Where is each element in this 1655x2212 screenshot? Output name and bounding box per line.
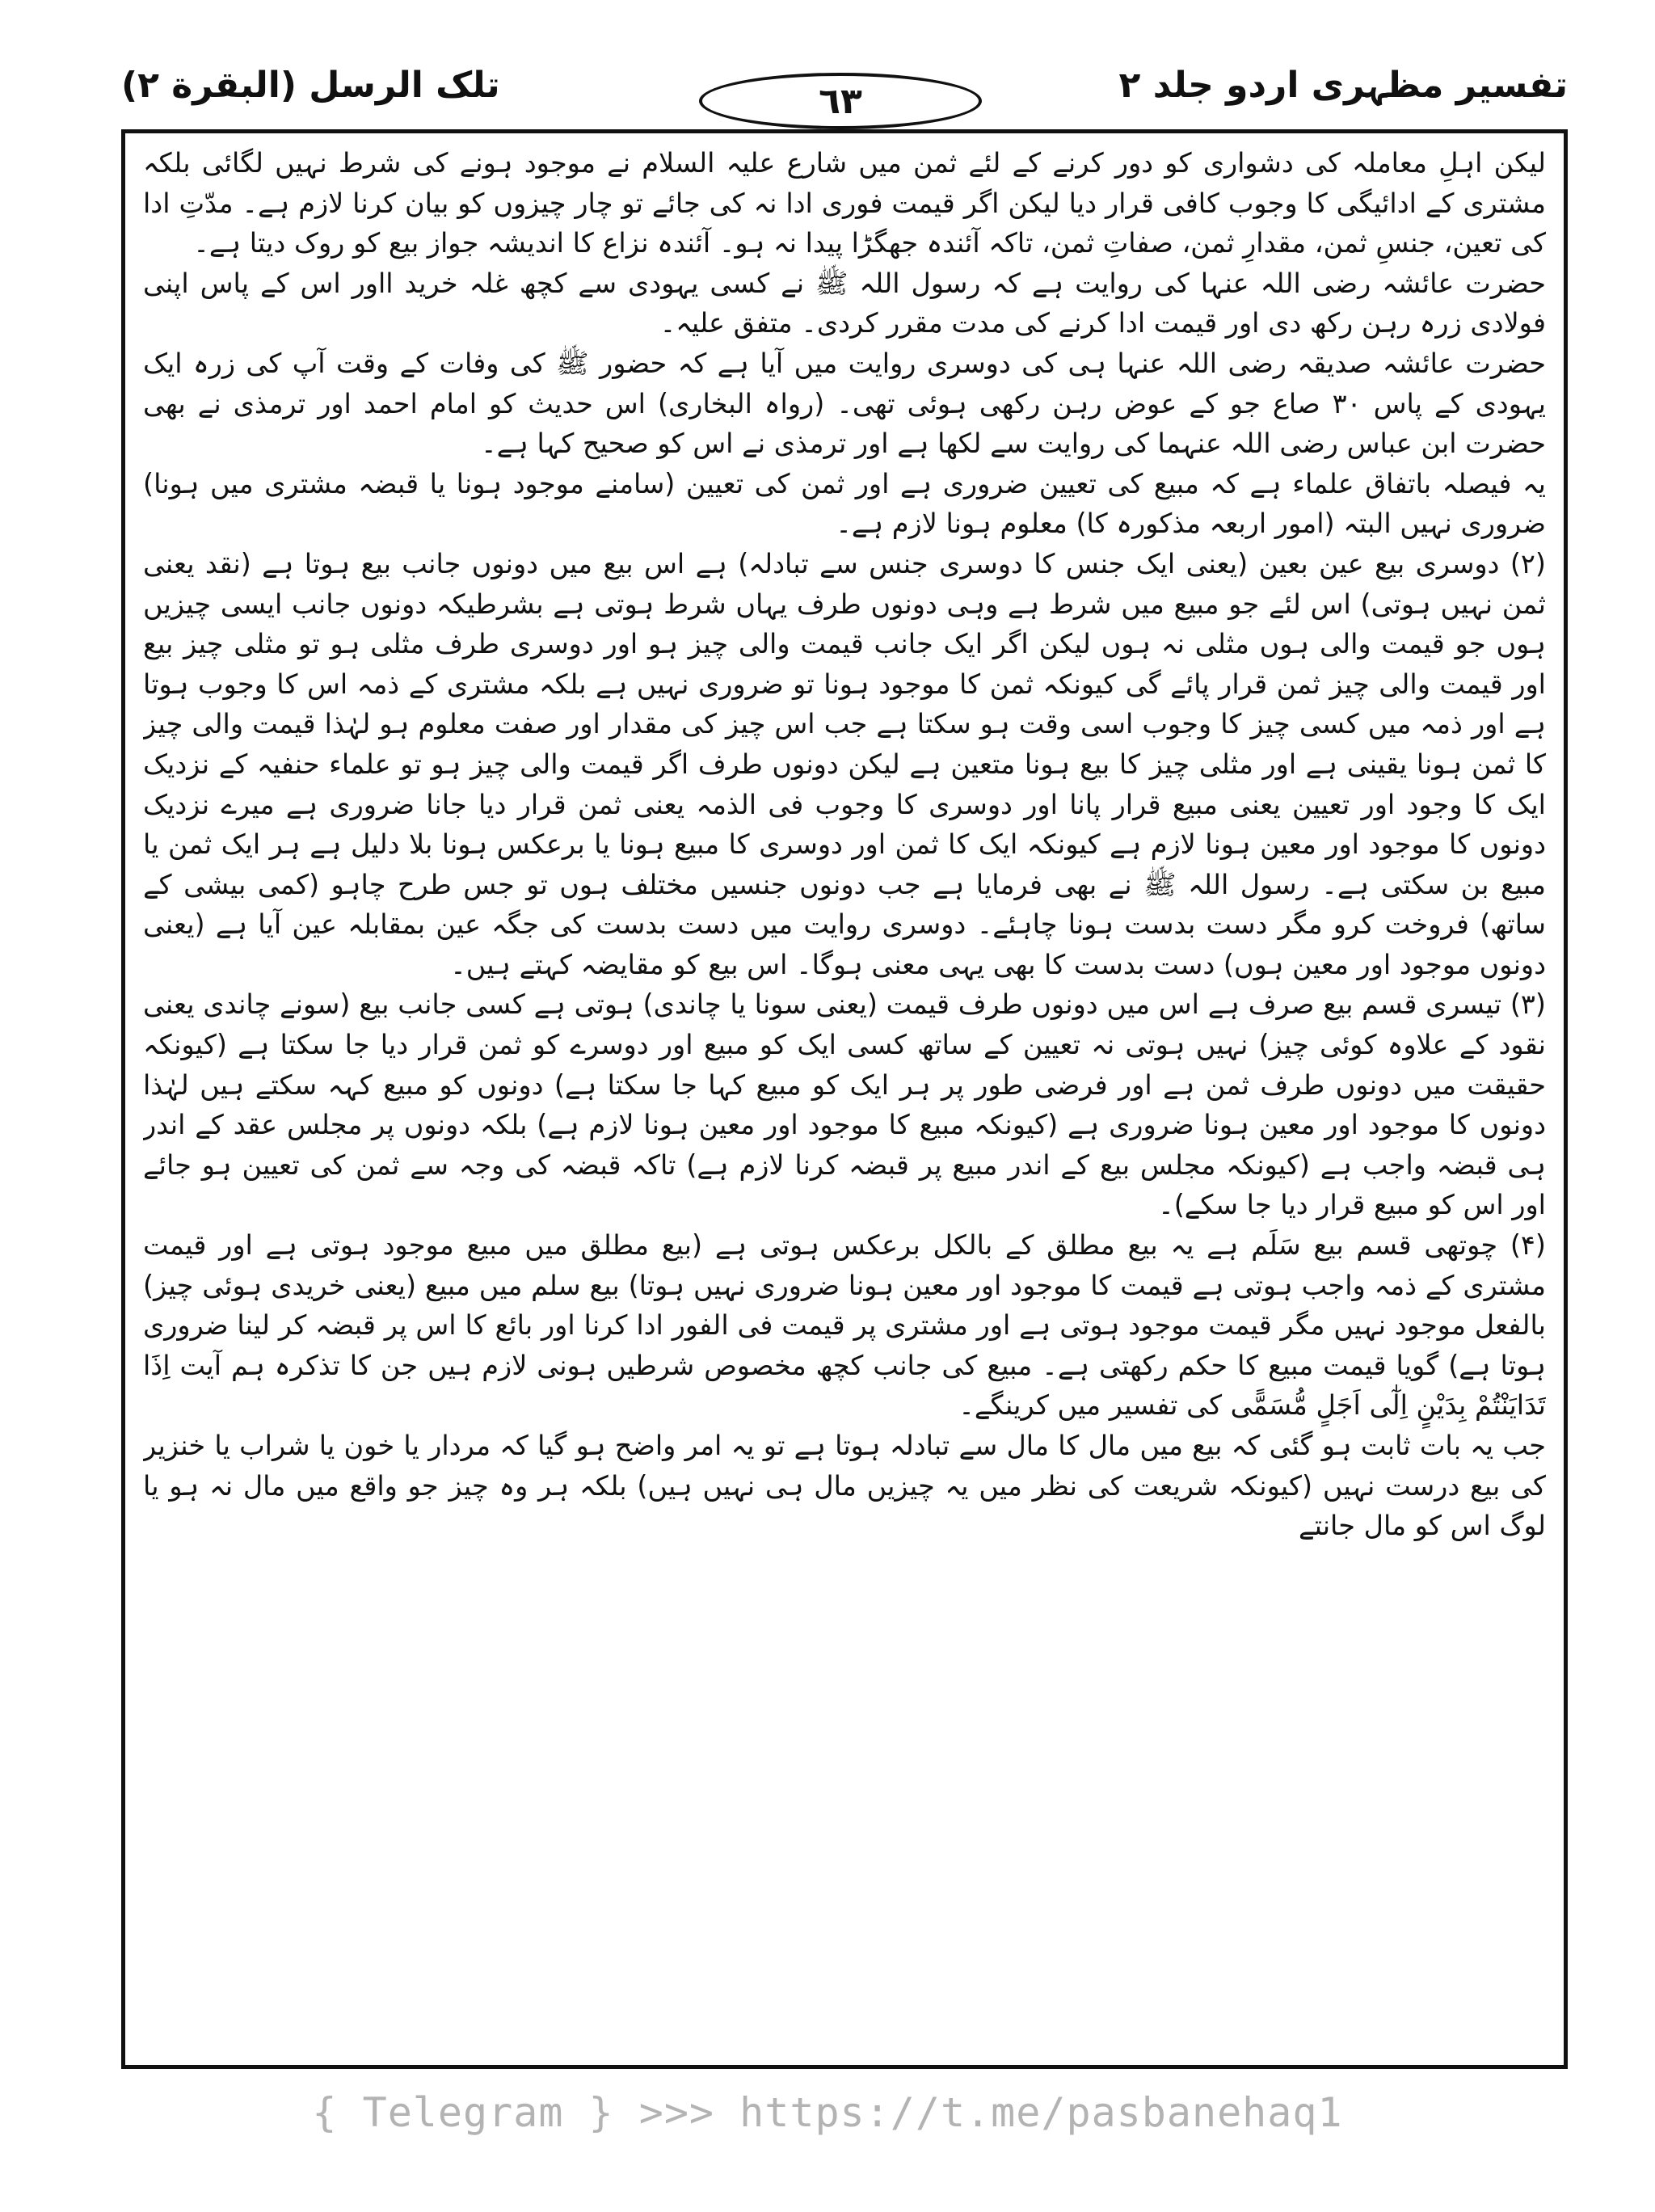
text-frame [121,129,1568,2069]
paragraph: یہ فیصلہ باتفاق علماء ہے کہ مبیع کی تعیین ضروری ہے اور ثمن کی تعیین (سامنے موجود ہونا یا قبضہ مشتری میں ہونا) ضروری نہیں البتہ (امور اربعہ مذکورہ کا) معلوم ہونا لازم ہے۔ [143,467,1546,540]
section-title: تلک الرسل (البقرة ۲) [121,65,500,106]
book-title: تفسیر مظہری اردو جلد ۲ [1118,65,1568,106]
body-text [143,143,1546,2058]
paragraph: (۳) تیسری قسم بیع صرف ہے اس میں دونوں طرف قیمت (یعنی سونا یا چاندی) ہوتی ہے کسی جانب بیع (سونے چاندی یعنی نقود کے علاوہ کوئی چیز) نہیں ہوتی نہ تعیین کے ساتھ کسی ایک کو مبیع اور دوسرے کو ثمن قرار دیا جا سکتا ہے (کیونکہ حقیقت میں دونوں طرف ثمن ہے اور فرضی طور پر ہر ایک کو مبیع کہا جا سکتا ہے) دونوں کو مبیع کہہ سکتے ہیں لہٰذا دونوں کا موجود اور معین ہونا ضروری ہے (کیونکہ مبیع کا موجود اور معین ہونا لازم ہے) بلکہ دونوں پر مجلس عقد کے اندر ہی قبضہ واجب ہے (کیونکہ مجلس بیع کے اندر مبیع پر قبضہ کرنا لازم ہے) تاکہ قبضہ کی وجہ سے ثمن کی تعیین ہو جائے اور اس کو مبیع قرار دیا جا سکے)۔ [143,988,1546,1221]
paragraph: حضرت عائشہ رضی اللہ عنہا کی روایت ہے کہ رسول اللہ ﷺ نے کسی یہودی سے کچھ غلہ خرید ااور اس کے پاس اپنی فولادی زرہ رہن رکھ دی اور قیمت ادا کرنے کی مدت مقرر کردی۔ متفق علیہ۔ [143,267,1546,339]
telegram-watermark: { Telegram } >>> https://t.me/pasbanehaq1 [312,2089,1343,2136]
paragraph: (۲) دوسری بیع عین بعین (یعنی ایک جنس کا دوسری جنس سے تبادلہ) ہے اس بیع میں دونوں جانب بیع ہوتا ہے (نقد یعنی ثمن نہیں ہوتی) اس لئے جو مبیع میں شرط ہے وہی دونوں طرف یہاں شرط ہوتی ہے بشرطیکہ دونوں جانب ایسی چیزیں ہوں جو قیمت والی ہوں مثلی نہ ہوں لیکن اگر ایک جانب قیمت والی چیز ہو اور دوسری طرف مثلی ہو تو مثلی چیز بیع اور قیمت والی چیز ثمن قرار پائے گی کیونکہ ثمن کا موجود ہونا تو ضروری نہیں ہے بلکہ مشتری کے ذمہ اس کا وجوب ہوتا ہے اور ذمہ میں کسی چیز کا وجوب اسی وقت ہو سکتا ہے جب اس چیز کی مقدار اور صفت معلوم ہو لہٰذا قیمت والی چیز کا ثمن ہونا یقینی ہے اور مثلی چیز کا بیع ہونا متعین ہے لیکن دونوں طرف اگر قیمت والی چیز ہو تو علماء حنفیہ کے نزدیک ایک کا وجود اور تعیین یعنی مبیع قرار پانا اور دوسری کا وجوب فی الذمہ یعنی ثمن قرار دیا جانا ضروری ہے میرے نزدیک دونوں کا موجود اور معین ہونا لازم ہے کیونکہ ایک کا ثمن اور دوسری کا مبیع ہونا یا برعکس ہونا بلا دلیل ہے ہر ایک ثمن یا مبیع بن سکتی ہے۔ رسول اللہ ﷺ نے بھی فرمایا ہے جب دونوں جنسیں مختلف ہوں تو جس طرح چاہو (کمی بیشی کے ساتھ) فروخت کرو مگر دست بدست ہونا چاہئے۔ دوسری روایت میں دست بدست کی جگہ عین بمقابلہ عین آیا ہے (یعنی دونوں موجود اور معین ہوں) دست بدست کا بھی یہی معنی ہوگا۔ اس بیع کو مقایضہ کہتے ہیں۔ [143,547,1546,980]
paragraph: لیکن اہلِ معاملہ کی دشواری کو دور کرنے کے لئے ثمن میں شارع علیہ السلام نے موجود ہونے کی شرط نہیں لگائی بلکہ مشتری کے ادائیگی کا وجوب کافی قرار دیا لیکن اگر قیمت فوری ادا نہ کی جائے تو چار چیزوں کو بیان کرنا لازم ہے۔ مدّتِ ادا کی تعین، جنسِ ثمن، مقدارِ ثمن، صفاتِ ثمن، تاکہ آئندہ جھگڑا پیدا نہ ہو۔ آئندہ نزاع کا اندیشہ جواز بیع کو روک دیتا ہے۔ [143,147,1546,259]
page-number: ٦٣ [699,73,982,129]
paragraph: حضرت عائشہ صدیقہ رضی اللہ عنہا ہی کی دوسری روایت میں آیا ہے کہ حضور ﷺ کی وفات کے وقت آپ کی زرہ ایک یہودی کے پاس ۳۰ صاع جو کے عوض رہن رکھی ہوئی تھی۔ (رواہ البخاری) اس حدیث کو امام احمد اور ترمذی نے بھی حضرت ابن عباس رضی اللہ عنہما کی روایت سے لکھا ہے اور ترمذی نے اس کو صحیح کہا ہے۔ [143,347,1546,460]
paragraph: (۴) چوتھی قسم بیع سَلَم ہے یہ بیع مطلق کے بالکل برعکس ہوتی ہے (بیع مطلق میں مبیع موجود ہوتی ہے اور قیمت مشتری کے ذمہ واجب ہوتی ہے قیمت کا موجود اور معین ہونا ضروری نہیں ہوتا) بیع سلم میں مبیع (یعنی خریدی ہوئی چیز) بالفعل موجود نہیں مگر قیمت موجود ہوتی ہے اور مشتری پر قیمت فی الفور ادا کرنا اور بائع کا اس پر قبضہ کر لینا ضروری ہوتا ہے) گویا قیمت مبیع کا حکم رکھتی ہے۔ مبیع کی جانب کچھ مخصوص شرطیں ہونی لازم ہیں جن کا تذکرہ ہم آیت اِذَا تَدَايَنْتُمْ بِدَيْنٍ اِلٰٓى اَجَلٍ مُّسَمًّى کی تفسیر میں کرینگے۔ [143,1229,1546,1422]
paragraph: جب یہ بات ثابت ہو گئی کہ بیع میں مال کا مال سے تبادلہ ہوتا ہے تو یہ امر واضح ہو گیا کہ مردار یا خون یا شراب یا خنزیر کی بیع درست نہیں (کیونکہ شریعت کی نظر میں یہ چیزیں مال ہی نہیں ہیں) بلکہ ہر وہ چیز جو واقع میں مال نہ ہو یا لوگ اس کو مال جانتے [143,1430,1546,1542]
page-header [121,48,1568,129]
